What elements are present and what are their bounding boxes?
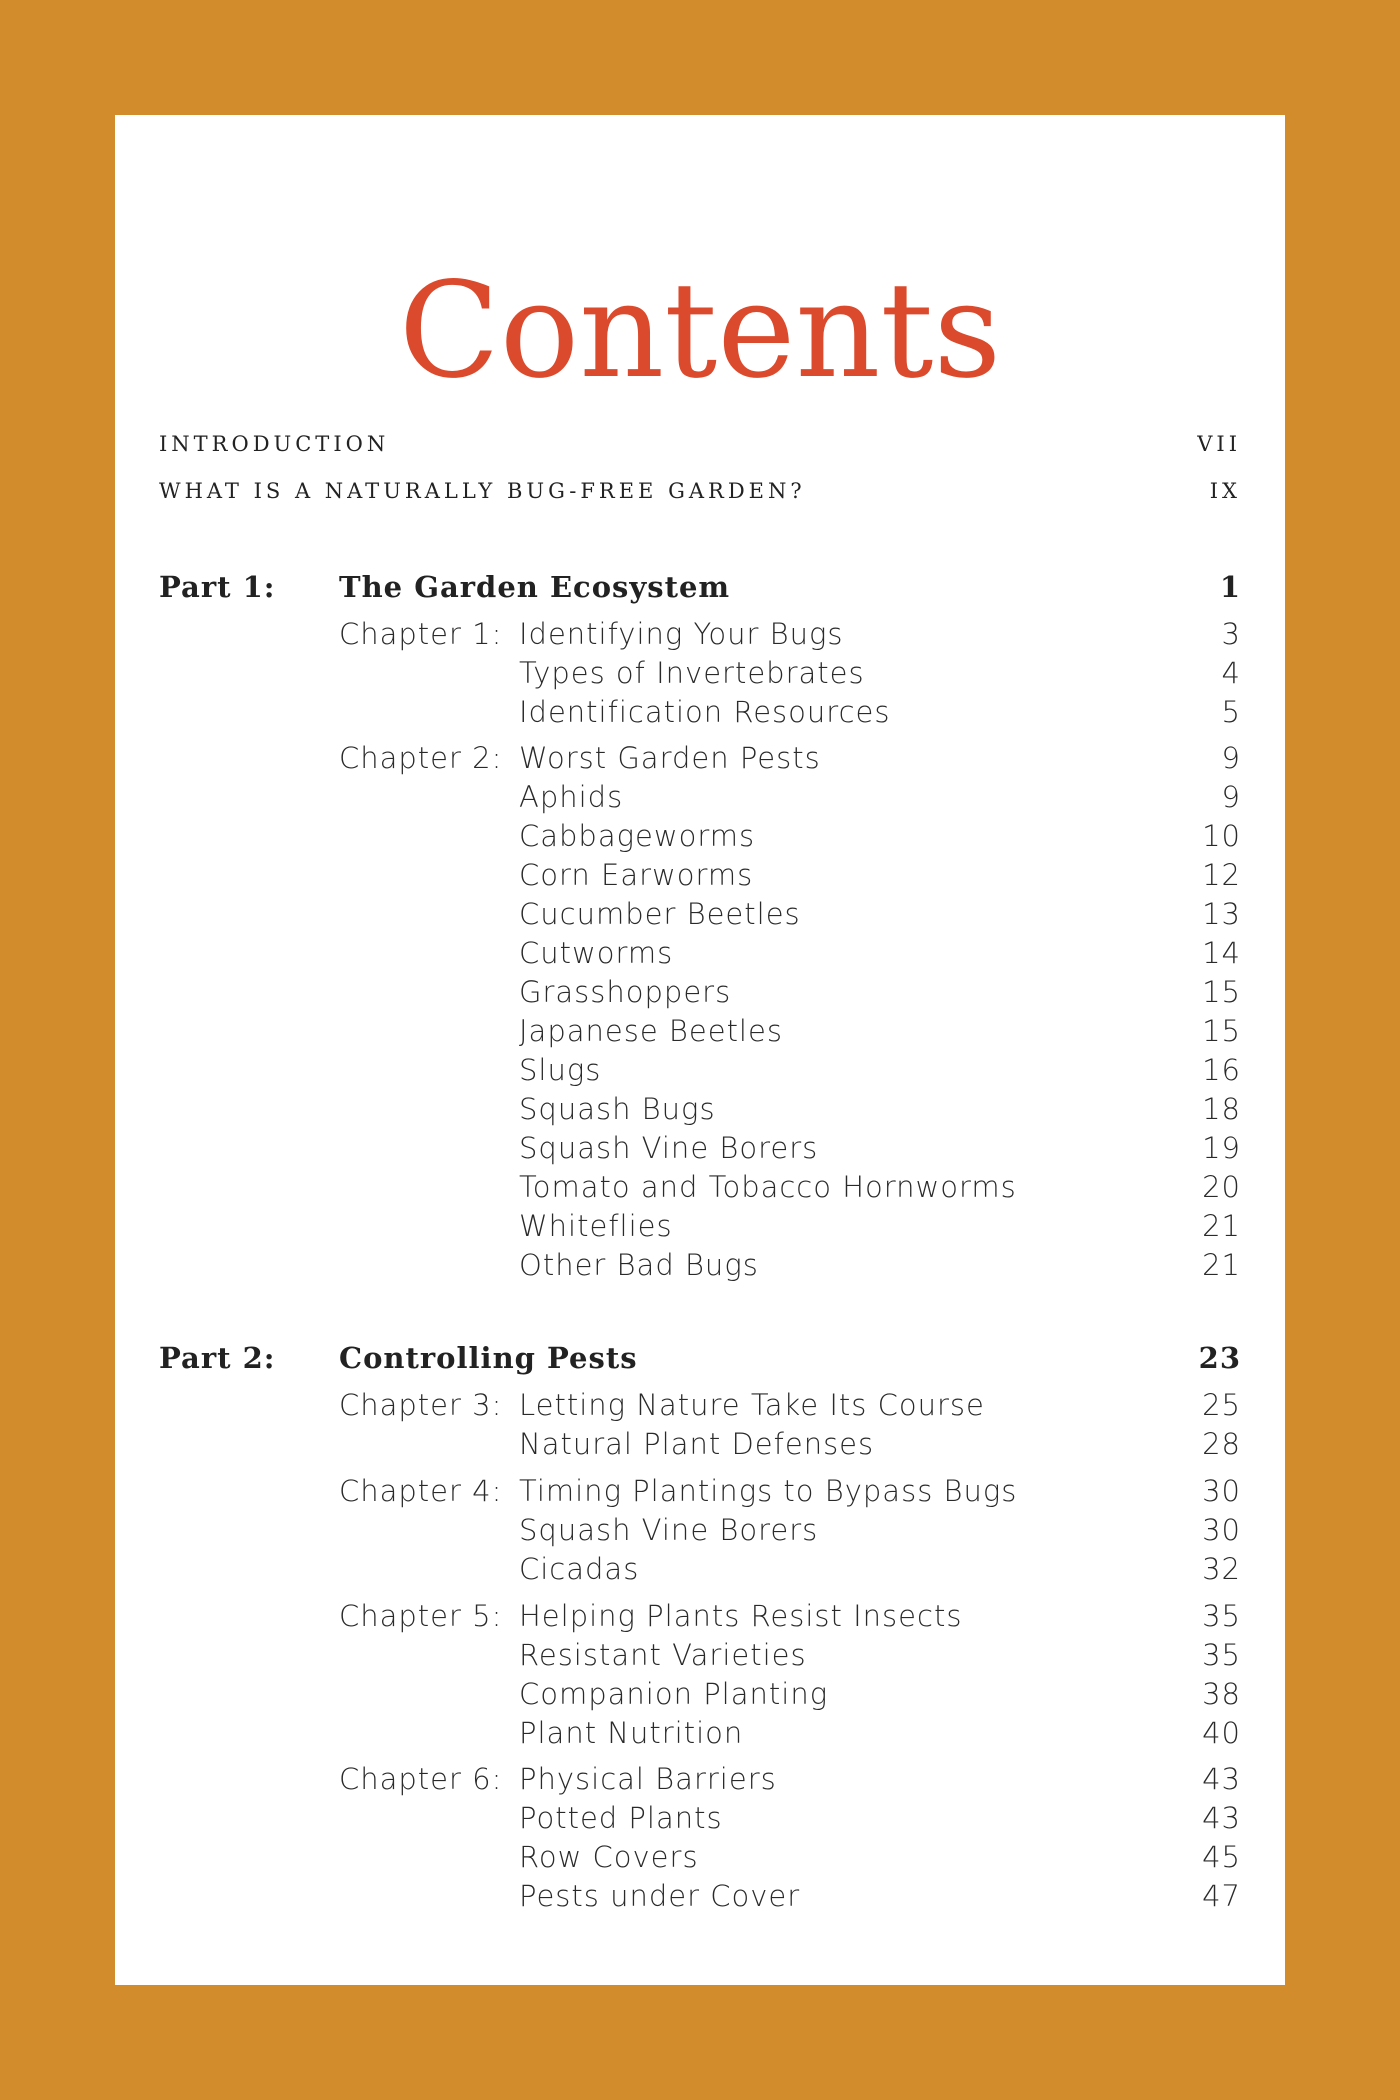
section-page: 13 xyxy=(1202,897,1241,931)
section-page: 12 xyxy=(1202,858,1241,892)
part-label: Part 1: xyxy=(159,570,276,604)
toc-part-2[interactable] xyxy=(159,1341,1241,1375)
section-title: Squash Bugs xyxy=(519,1092,716,1126)
section-page: 30 xyxy=(1202,1513,1241,1547)
toc-section[interactable] xyxy=(159,936,1241,970)
chapter-label: Chapter 4: xyxy=(339,1474,503,1508)
section-title: Types of Invertebrates xyxy=(519,656,865,690)
section-title: Aphids xyxy=(519,780,624,814)
section-title: Cabbageworms xyxy=(519,819,756,853)
section-page: 15 xyxy=(1202,975,1241,1009)
section-page: 38 xyxy=(1202,1677,1241,1711)
entry-page: IX xyxy=(1209,479,1241,503)
part-title: The Garden Ecosystem xyxy=(339,570,731,604)
section-page: 35 xyxy=(1202,1638,1241,1672)
toc-section[interactable] xyxy=(159,897,1241,931)
toc-section[interactable] xyxy=(159,819,1241,853)
entry-label: INTRODUCTION xyxy=(159,432,390,456)
toc-section[interactable] xyxy=(159,1552,1241,1586)
chapter-label: Chapter 5: xyxy=(339,1599,503,1633)
chapter-page: 25 xyxy=(1202,1388,1241,1422)
toc-chapter-5[interactable] xyxy=(159,1599,1241,1633)
section-page: 47 xyxy=(1202,1879,1241,1913)
section-title: Squash Vine Borers xyxy=(519,1131,819,1165)
section-title: Plant Nutrition xyxy=(519,1716,744,1750)
section-page: 18 xyxy=(1202,1092,1241,1126)
chapter-label: Chapter 6: xyxy=(339,1762,503,1796)
section-title: Other Bad Bugs xyxy=(519,1248,759,1282)
section-title: Japanese Beetles xyxy=(519,1014,783,1048)
section-page: 16 xyxy=(1202,1053,1241,1087)
toc-section[interactable] xyxy=(159,1716,1241,1750)
chapter-title: Helping Plants Resist Insects xyxy=(519,1599,963,1633)
section-page: 28 xyxy=(1202,1427,1241,1461)
chapter-page: 9 xyxy=(1221,741,1241,775)
toc-section[interactable] xyxy=(159,858,1241,892)
section-title: Pests under Cover xyxy=(519,1879,801,1913)
section-title: Companion Planting xyxy=(519,1677,829,1711)
section-title: Slugs xyxy=(519,1053,602,1087)
section-title: Cutworms xyxy=(519,936,674,970)
toc-section[interactable] xyxy=(159,1427,1241,1461)
toc-section[interactable] xyxy=(159,1209,1241,1243)
section-page: 32 xyxy=(1202,1552,1241,1586)
chapter-label: Chapter 3: xyxy=(339,1388,503,1422)
toc-entry-bug-free-garden[interactable] xyxy=(159,474,1241,508)
section-page: 43 xyxy=(1202,1801,1241,1835)
toc-section[interactable] xyxy=(159,1092,1241,1126)
toc-section[interactable] xyxy=(159,780,1241,814)
toc-section[interactable] xyxy=(159,975,1241,1009)
toc-section[interactable] xyxy=(159,1131,1241,1165)
section-page: 20 xyxy=(1202,1170,1241,1204)
part-label: Part 2: xyxy=(159,1341,276,1375)
section-page: 21 xyxy=(1202,1209,1241,1243)
page-title: Contents xyxy=(398,254,1002,408)
section-title: Cicadas xyxy=(519,1552,640,1586)
toc-part-1[interactable] xyxy=(159,570,1241,604)
section-page: 14 xyxy=(1202,936,1241,970)
toc-chapter-3[interactable] xyxy=(159,1388,1241,1422)
part-page: 23 xyxy=(1198,1341,1241,1375)
toc-section[interactable] xyxy=(159,1677,1241,1711)
section-title: Natural Plant Defenses xyxy=(519,1427,875,1461)
section-title: Identification Resources xyxy=(519,695,891,729)
section-title: Cucumber Beetles xyxy=(519,897,801,931)
section-page: 40 xyxy=(1202,1716,1241,1750)
toc-chapter-2[interactable] xyxy=(159,741,1241,775)
section-title: Potted Plants xyxy=(519,1801,723,1835)
section-title: Resistant Varieties xyxy=(519,1638,807,1672)
section-title: Squash Vine Borers xyxy=(519,1513,819,1547)
contents-page xyxy=(115,115,1285,1985)
section-title: Row Covers xyxy=(519,1840,699,1874)
toc-chapter-4[interactable] xyxy=(159,1474,1241,1508)
toc-section[interactable] xyxy=(159,1513,1241,1547)
toc-section[interactable] xyxy=(159,1248,1241,1282)
part-page: 1 xyxy=(1219,570,1241,604)
section-page: 10 xyxy=(1202,819,1241,853)
section-title: Corn Earworms xyxy=(519,858,754,892)
section-title: Tomato and Tobacco Hornworms xyxy=(519,1170,1017,1204)
chapter-page: 30 xyxy=(1202,1474,1241,1508)
section-page: 19 xyxy=(1202,1131,1241,1165)
toc-section[interactable] xyxy=(159,695,1241,729)
chapter-title: Physical Barriers xyxy=(519,1762,777,1796)
section-page: 4 xyxy=(1221,656,1241,690)
chapter-title: Letting Nature Take Its Course xyxy=(519,1388,985,1422)
toc-section[interactable] xyxy=(159,1801,1241,1835)
section-title: Grasshoppers xyxy=(519,975,732,1009)
chapter-title: Timing Plantings to Bypass Bugs xyxy=(519,1474,1018,1508)
chapter-title: Identifying Your Bugs xyxy=(519,617,844,651)
chapter-title: Worst Garden Pests xyxy=(519,741,821,775)
section-title: Whiteflies xyxy=(519,1209,673,1243)
toc-section[interactable] xyxy=(159,1053,1241,1087)
chapter-page: 35 xyxy=(1202,1599,1241,1633)
toc-section[interactable] xyxy=(159,1840,1241,1874)
part-title: Controlling Pests xyxy=(339,1341,638,1375)
toc-section[interactable] xyxy=(159,656,1241,690)
section-page: 15 xyxy=(1202,1014,1241,1048)
section-page: 9 xyxy=(1221,780,1241,814)
toc-chapter-1[interactable] xyxy=(159,617,1241,651)
chapter-page: 43 xyxy=(1202,1762,1241,1796)
toc-section[interactable] xyxy=(159,1879,1241,1913)
section-page: 21 xyxy=(1202,1248,1241,1282)
section-page: 5 xyxy=(1221,695,1241,729)
toc-chapter-6[interactable] xyxy=(159,1762,1241,1796)
entry-page: VII xyxy=(1197,432,1241,456)
toc-section[interactable] xyxy=(159,1638,1241,1672)
chapter-label: Chapter 2: xyxy=(339,741,503,775)
toc-entry-introduction[interactable] xyxy=(159,427,1241,461)
entry-label: WHAT IS A NATURALLY BUG-FREE GARDEN? xyxy=(159,479,806,503)
toc-section[interactable] xyxy=(159,1014,1241,1048)
section-page: 45 xyxy=(1202,1840,1241,1874)
chapter-label: Chapter 1: xyxy=(339,617,503,651)
chapter-page: 3 xyxy=(1221,617,1241,651)
toc-section[interactable] xyxy=(159,1170,1241,1204)
